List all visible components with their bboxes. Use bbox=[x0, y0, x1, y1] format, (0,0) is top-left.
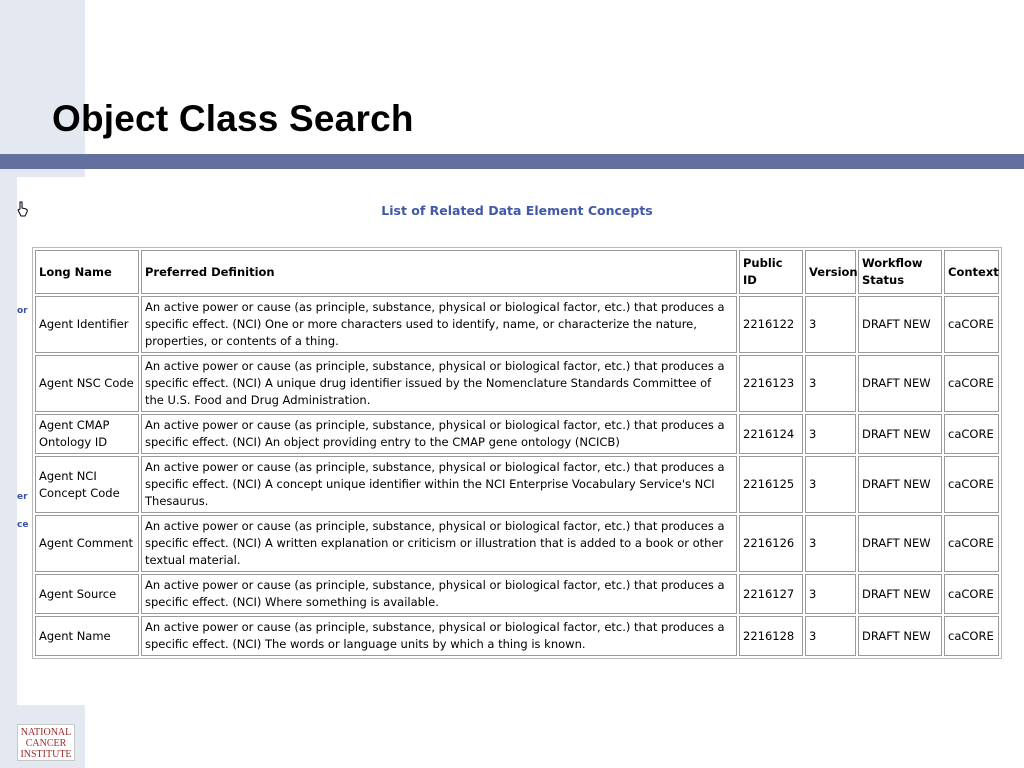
col-header-public-id: Public ID bbox=[739, 250, 803, 294]
cell-long-name: Agent Comment bbox=[35, 515, 139, 572]
cell-workflow-status: DRAFT NEW bbox=[858, 616, 942, 656]
cell-preferred-definition: An active power or cause (as principle, substance, physical or biological factor, etc.) that produces a specific effect. (NCI) The words or language units by which a thing is known. bbox=[141, 616, 737, 656]
cell-public-id: 2216128 bbox=[739, 616, 803, 656]
edge-text-fragment: ce bbox=[17, 520, 29, 530]
col-header-long-name: Long Name bbox=[35, 250, 139, 294]
cell-version: 3 bbox=[805, 616, 856, 656]
cell-context: caCORE bbox=[944, 414, 999, 454]
col-header-workflow-status: Workflow Status bbox=[858, 250, 942, 294]
cell-long-name: Agent NCI Concept Code bbox=[35, 456, 139, 513]
logo-line: NATIONAL bbox=[20, 727, 72, 738]
col-header-version: Version bbox=[805, 250, 856, 294]
table-row bbox=[35, 355, 999, 412]
col-header-preferred-definition: Preferred Definition bbox=[141, 250, 737, 294]
cell-preferred-definition: An active power or cause (as principle, substance, physical or biological factor, etc.) that produces a specific effect. (NCI) One or more characters used to identify, name, or characterize the nature, properties, or contents of a thing. bbox=[141, 296, 737, 353]
edge-text-fragment: or bbox=[17, 306, 28, 316]
cell-long-name: Agent NSC Code bbox=[35, 355, 139, 412]
cell-long-name: Agent CMAP Ontology ID bbox=[35, 414, 139, 454]
cell-context: caCORE bbox=[944, 296, 999, 353]
title-underline-bar bbox=[0, 154, 1024, 169]
related-dec-heading: List of Related Data Element Concepts bbox=[381, 203, 653, 218]
logo-line: INSTITUTE bbox=[20, 749, 72, 760]
cell-long-name: Agent Source bbox=[35, 574, 139, 614]
cell-workflow-status: DRAFT NEW bbox=[858, 414, 942, 454]
cell-preferred-definition: An active power or cause (as principle, substance, physical or biological factor, etc.) that produces a specific effect. (NCI) Where something is available. bbox=[141, 574, 737, 614]
cell-long-name: Agent Identifier bbox=[35, 296, 139, 353]
cell-version: 3 bbox=[805, 574, 856, 614]
table-row bbox=[35, 414, 999, 454]
cell-version: 3 bbox=[805, 456, 856, 513]
cell-context: caCORE bbox=[944, 456, 999, 513]
cell-context: caCORE bbox=[944, 515, 999, 572]
cell-public-id: 2216125 bbox=[739, 456, 803, 513]
cell-long-name: Agent Name bbox=[35, 616, 139, 656]
nci-logo bbox=[17, 724, 75, 761]
cell-preferred-definition: An active power or cause (as principle, substance, physical or biological factor, etc.) that produces a specific effect. (NCI) A concept unique identifier within the NCI Enterprise Vocabulary Service's NCI Thesaurus. bbox=[141, 456, 737, 513]
cell-context: caCORE bbox=[944, 355, 999, 412]
screenshot-panel bbox=[17, 177, 1024, 705]
cell-preferred-definition: An active power or cause (as principle, substance, physical or biological factor, etc.) that produces a specific effect. (NCI) A unique drug identifier issued by the Nomenclature Standards Committee of the U.S. Food and Drug Administration. bbox=[141, 355, 737, 412]
cell-context: caCORE bbox=[944, 616, 999, 656]
cell-preferred-definition: An active power or cause (as principle, substance, physical or biological factor, etc.) that produces a specific effect. (NCI) A written explanation or criticism or illustration that is added to a book or other textual material. bbox=[141, 515, 737, 572]
cell-public-id: 2216122 bbox=[739, 296, 803, 353]
table-row bbox=[35, 296, 999, 353]
cell-context: caCORE bbox=[944, 574, 999, 614]
cell-version: 3 bbox=[805, 355, 856, 412]
cell-workflow-status: DRAFT NEW bbox=[858, 355, 942, 412]
cell-workflow-status: DRAFT NEW bbox=[858, 515, 942, 572]
table-row bbox=[35, 616, 999, 656]
cell-preferred-definition: An active power or cause (as principle, substance, physical or biological factor, etc.) that produces a specific effect. (NCI) An object providing entry to the CMAP gene ontology (NCICB) bbox=[141, 414, 737, 454]
related-dec-table bbox=[32, 247, 1002, 659]
slide-title: Object Class Search bbox=[52, 98, 414, 139]
col-header-context: Context bbox=[944, 250, 999, 294]
table-row bbox=[35, 574, 999, 614]
cell-version: 3 bbox=[805, 296, 856, 353]
edge-text-fragment: er bbox=[17, 492, 28, 502]
table-row bbox=[35, 515, 999, 572]
table-row bbox=[35, 456, 999, 513]
table-header-row bbox=[35, 250, 999, 294]
cell-public-id: 2216126 bbox=[739, 515, 803, 572]
cell-version: 3 bbox=[805, 414, 856, 454]
logo-line: CANCER bbox=[25, 738, 67, 749]
cell-workflow-status: DRAFT NEW bbox=[858, 456, 942, 513]
cell-version: 3 bbox=[805, 515, 856, 572]
cell-workflow-status: DRAFT NEW bbox=[858, 296, 942, 353]
cell-workflow-status: DRAFT NEW bbox=[858, 574, 942, 614]
cell-public-id: 2216127 bbox=[739, 574, 803, 614]
cell-public-id: 2216124 bbox=[739, 414, 803, 454]
cell-public-id: 2216123 bbox=[739, 355, 803, 412]
